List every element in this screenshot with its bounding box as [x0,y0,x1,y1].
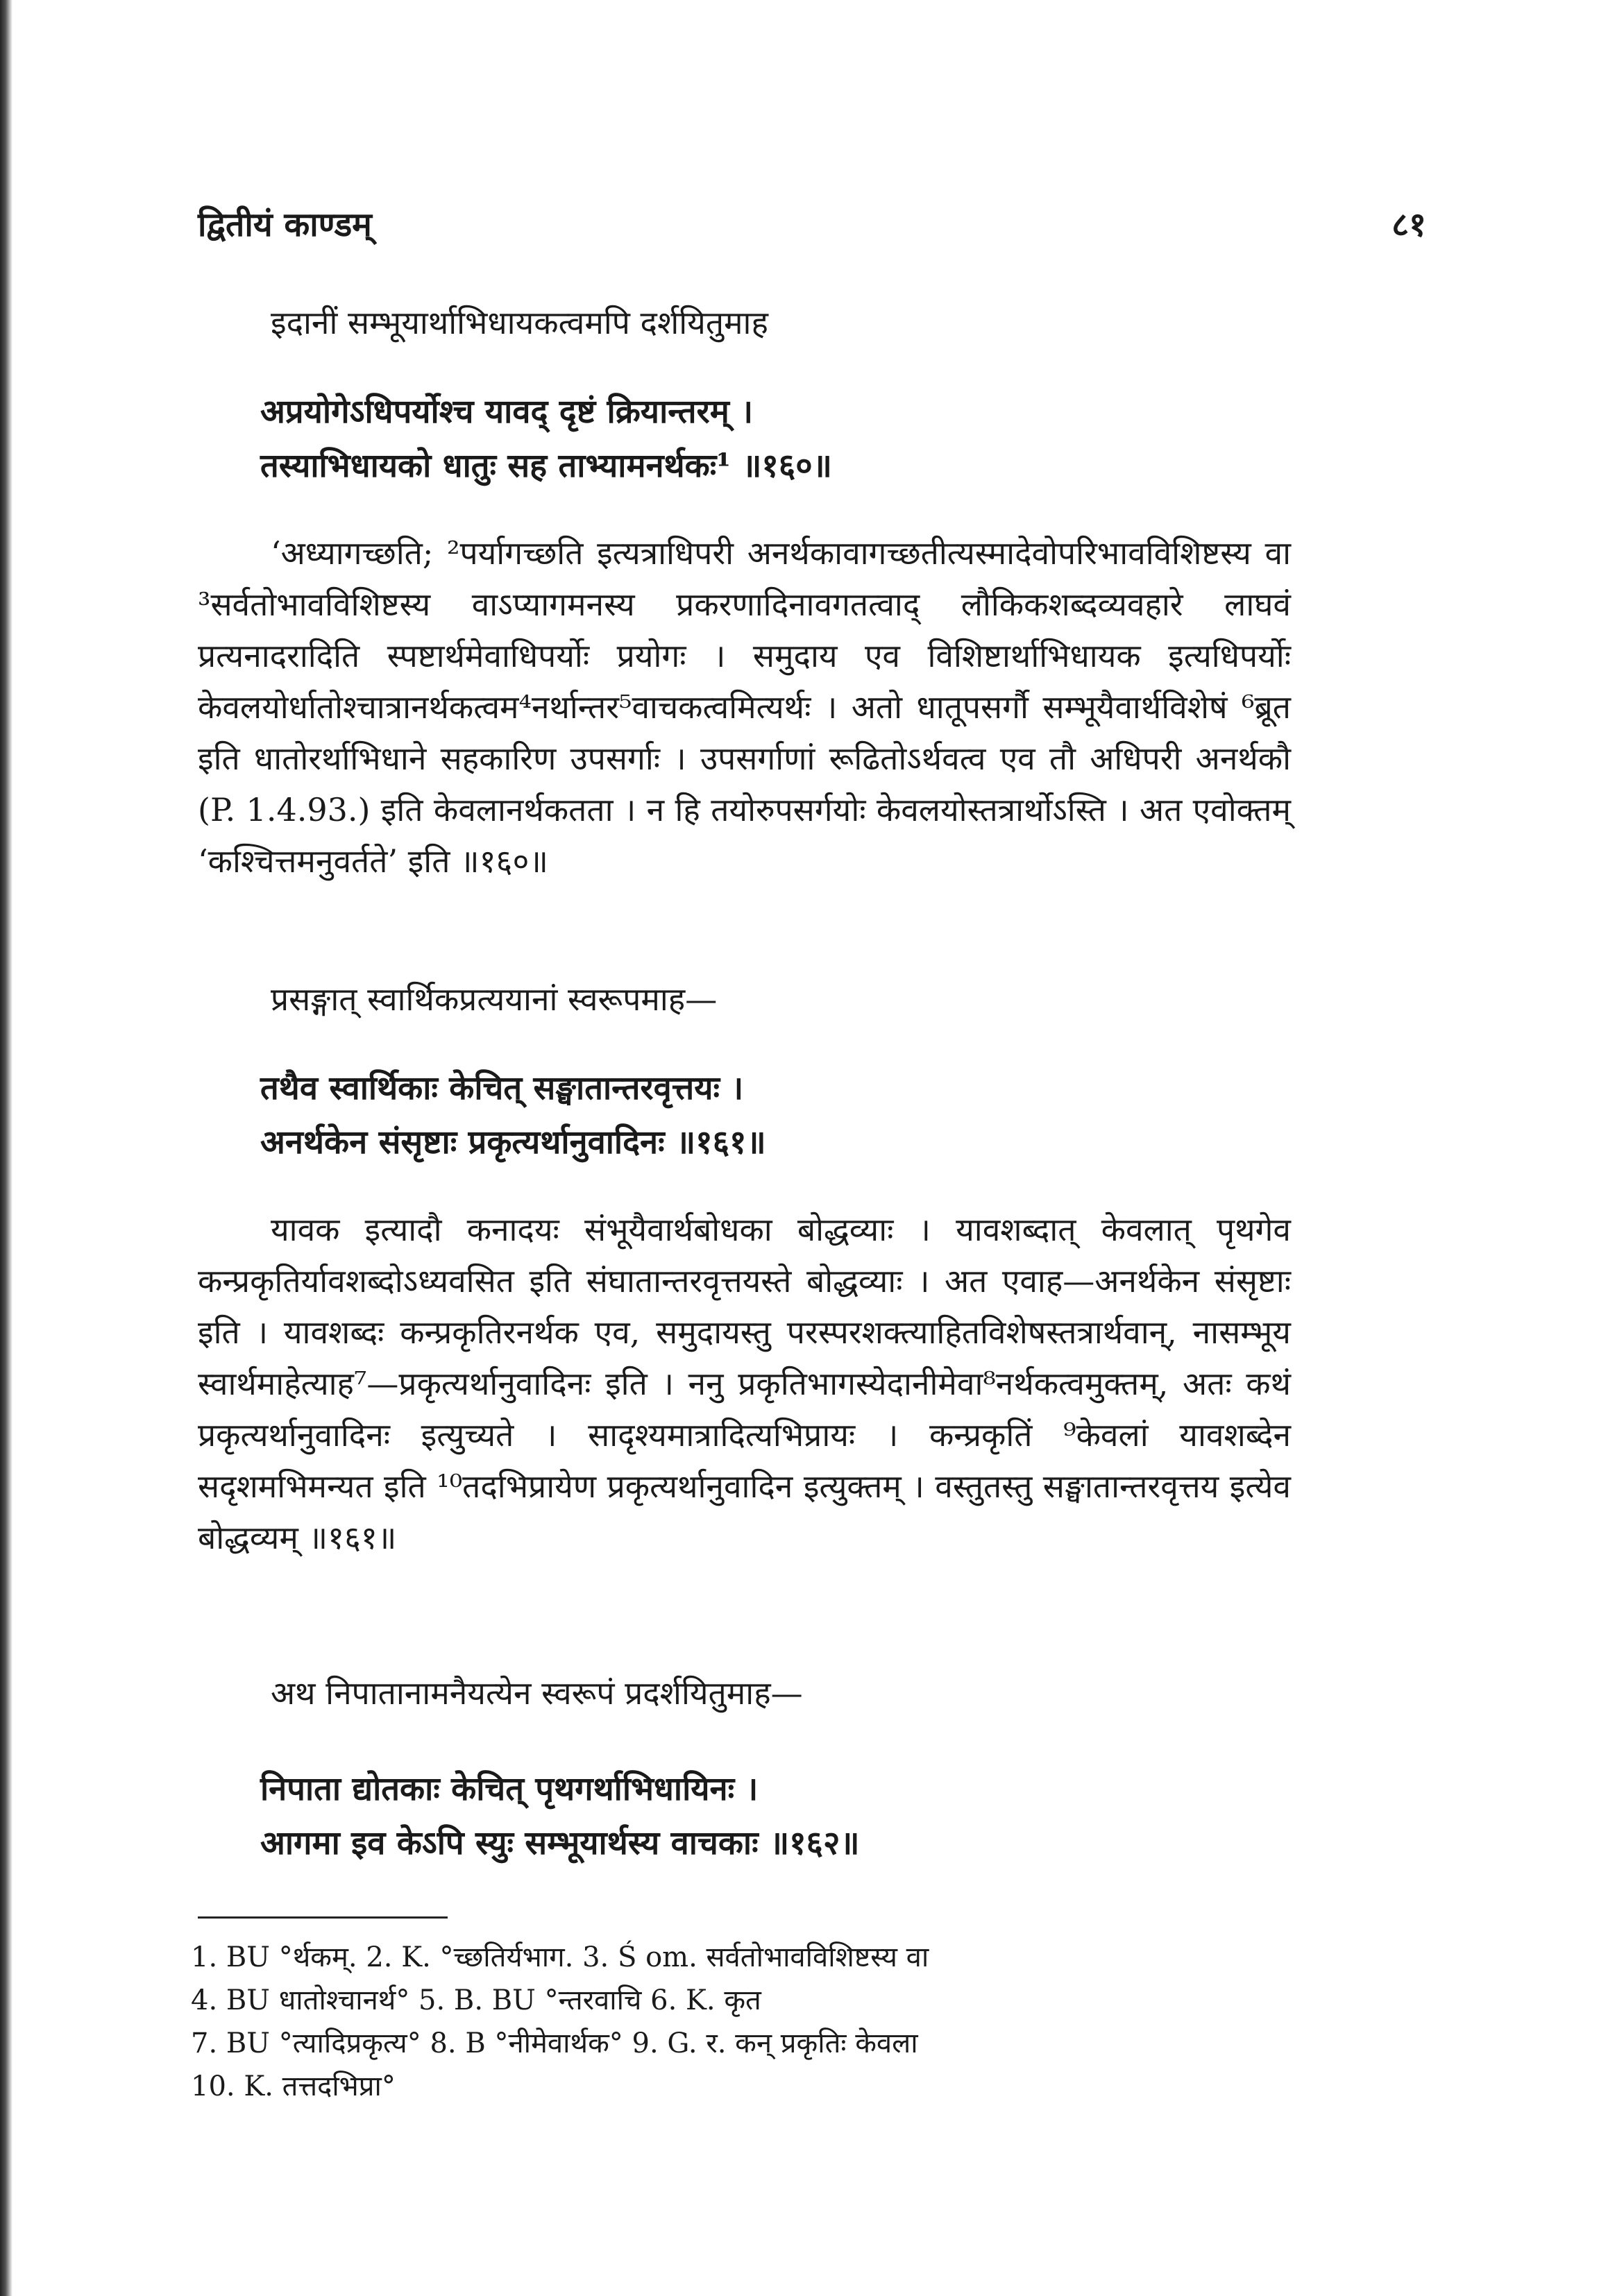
section-intro: इदानीं सम्भूयार्थाभिधायकत्वमपि दर्शयितुमाह [271,304,768,341]
verse-line: तथैव स्वार्थिकाः केचित् सङ्घातान्तरवृत्तयः । [260,1069,744,1107]
verse [198,1762,1353,1871]
commentary-paragraph: यावक इत्यादौ कनादयः संभूयैवार्थबोधका बोद्धव्याः । यावशब्दात् केवलात् पृथगेव कन्प्रकृतिर्यावशब्दोऽध्यवसित इति संघातान्तरवृत्तयस्ते बोद्धव्याः । अत एवाह—अनर्थकेन संसृष्टाः इति । यावशब्दः कन्प्रकृतिरनर्थक एव, समुदायस्तु परस्परशक्त्याहितविशेषस्तत्रार्थवान्, नासम्भूय स्वार्थमाहेत्याह⁷—प्रकृत्यर्थानुवादिनः इति । ननु प्रकृतिभागस्येदानीमेवा⁸नर्थकत्वमुक्तम्, अतः कथं प्रकृत्यर्थानुवादिनः इत्युच्यते । सादृश्यमात्रादित्यभिप्रायः । कन्प्रकृतिं ⁹केवलां यावशब्देन सदृशमभिमन्यत इति ¹⁰तदभिप्रायेण प्रकृत्यर्थानुवादिन इत्युक्तम् । वस्तुतस्तु सङ्घातान्तरवृत्तय इत्येव बोद्धव्यम् ॥१६१॥ [198,1211,1291,1556]
verse-line: अनर्थकेन संसृष्टाः प्रकृत्यर्थानुवादिनः ॥१६१॥ [260,1123,766,1162]
running-title: द्वितीयं काण्डम् [198,205,372,244]
page-header [198,201,1426,257]
page-binding-edge [0,0,12,2296]
commentary [198,527,1291,887]
footnote-line: 10. K. तत्तदभिप्रा° [191,2070,396,2102]
section-intro: प्रसङ्गात् स्वार्थिकप्रत्ययानां स्वरूपमाह— [271,980,718,1018]
commentary [198,1204,1291,1563]
verse-line: आगमा इव केऽपि स्युः सम्भूयार्थस्य वाचकाः ॥१६२॥ [260,1824,860,1862]
footnote-line: 1. BU °र्थकम्. 2. K. °च्छतिर्यभाग. 3. Ś om. सर्वतोभावविशिष्टस्य वा [191,1941,929,1973]
verse [198,385,1353,493]
verse-line: अप्रयोगेऽधिपर्योश्च यावद् दृष्टं क्रियान्तरम् । [260,393,754,431]
verse [198,1062,1353,1170]
footnote-line: 4. BU धातोश्चानर्थ° 5. B. BU °न्तरवाचि 6. K. कृत [191,1984,761,2016]
footnote-line: 7. BU °त्यादिप्रकृत्य° 8. B °नीमेवार्थक° 9. G. र. कन् प्रकृतिः केवला [191,2027,918,2059]
section-intro: अथ निपातानामनैयत्येन स्वरूपं प्रदर्शयितुमाह— [271,1674,803,1712]
page-number: ८१ [1392,205,1426,244]
verse-line: तस्याभिधायको धातुः सह ताभ्यामनर्थकः¹ ॥१६०॥ [260,447,832,485]
footnote-divider [198,1916,448,1919]
verse-line: निपाता द्योतकाः केचित् पृथगर्थाभिधायिनः । [260,1770,759,1808]
commentary-paragraph: ‘अध्यागच्छति; ²पर्यागच्छति इत्यत्राधिपरी अनर्थकावागच्छतीत्यस्मादेवोपरिभावविशिष्टस्य वा ³सर्वतोभावविशिष्टस्य वाऽप्यागमनस्य प्रकरणादिनावगतत्वाद् लौकिकशब्दव्यवहारे लाघवं प्रत्यनादरादिति स्पष्टार्थमेवाधिपर्योः प्रयोगः । समुदाय एव विशिष्टार्थाभिधायक इत्यधिपर्योः केवलयोर्धातोश्चात्रानर्थकत्वम⁴नर्थान्तर⁵वाचकत्वमित्यर्थः । अतो धातूपसर्गौ सम्भूयैवार्थविशेषं ⁶ब्रूत इति धातोरर्थाभिधाने सहकारिण उपसर्गाः । उपसर्गाणां रूढितोऽर्थवत्व एव तौ अधिपरी अनर्थकौ (P. 1.4.93.) इति केवलानर्थकतता । न हि तयोरुपसर्गयोः केवलयोस्तत्रार्थोऽस्ति । अत एवोक्तम् ‘कश्चित्तमनुवर्तते’ इति ॥१६०॥ [198,534,1291,880]
